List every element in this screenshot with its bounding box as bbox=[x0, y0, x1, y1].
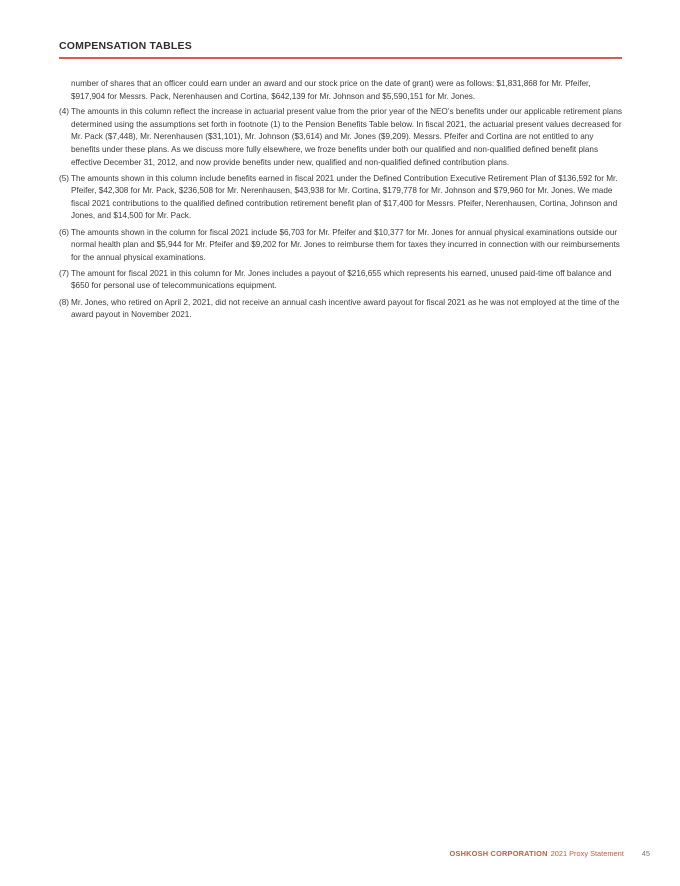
footnote-number: (4) bbox=[59, 107, 70, 117]
footnote-continuation: number of shares that an officer could earn under an award and our stock price on the date of grant) were as follows: $1,831,868 for Mr. Pfeifer, $917,904 for Messrs. Pack, Nerenhausen and Cortina, $642,139 for Mr. Johnson and $5,590,151 for Mr. Jones. bbox=[71, 79, 591, 101]
footnote-4 bbox=[59, 106, 622, 169]
page-header bbox=[59, 40, 622, 59]
footnote-number: (5) bbox=[59, 173, 70, 183]
footnote-7 bbox=[59, 268, 622, 293]
footnote-text: Mr. Jones, who retired on April 2, 2021, did not receive an annual cash incentive award payout for fiscal 2021 as he was not employed at the time of the award payout in November 2021. bbox=[71, 297, 620, 320]
footnote-text: The amounts shown in the column for fiscal 2021 include $6,703 for Mr. Pfeifer and $10,377 for Mr. Jones for annual physical examinations outside our normal health plan and $5,944 for Mr. Pfeifer and $9,202 for Mr. Jones to reimburse them for taxes they incurred in connection with our reimbursements for the annual physical examinations. bbox=[71, 227, 620, 262]
page-footer bbox=[450, 849, 650, 858]
footer-document-title: 2021 Proxy Statement bbox=[550, 849, 624, 858]
footnote-text: The amount for fiscal 2021 in this column for Mr. Jones includes a payout of $216,655 which represents his earned, unused paid-time off balance and $650 for personal use of telecommunications equipment. bbox=[71, 268, 612, 291]
section-title: COMPENSATION TABLES bbox=[59, 40, 192, 52]
footnote-number: (8) bbox=[59, 297, 70, 307]
footnote-text: The amounts in this column reflect the increase in actuarial present value from the prior year of the NEO’s benefits under our applicable retirement plans determined using the assumptions set forth in footnote (1) to the Pension Benefits Table below. In fiscal 2021, the actuarial present values decreased for Mr. Pack ($7,448), Mr. Nerenhausen ($31,101), Mr. Johnson ($3,614) and Mr. Jones ($9,209). Messrs. Pfeifer and Cortina are not entitled to any benefits under these plans. As we discuss more fully elsewhere, we froze benefits under both our qualified and non-qualified defined benefit plans effective December 31, 2012, and now provide benefits under new, qualified and non-qualified defined contribution plans. bbox=[71, 107, 622, 167]
footnote-5 bbox=[59, 173, 622, 223]
footer-company-name: OSHKOSH CORPORATION bbox=[449, 849, 548, 858]
footnote-8 bbox=[59, 297, 622, 322]
page-number: 45 bbox=[641, 849, 650, 858]
footnote-text: The amounts shown in this column include benefits earned in fiscal 2021 under the Defined Contribution Executive Retirement Plan of $136,592 for Mr. Pfeifer, $42,308 for Mr. Pack, $236,508 for Mr. Nerenhausen, $43,938 for Mr. Cortina, $179,778 for Mr. Johnson and $79,960 for Mr. Jones. We made fiscal 2021 contributions to the qualified defined contribution retirement benefit plan of $17,400 for Messrs. Pfeifer, Nerenhausen, Cortina, Johnson and Jones, and $14,500 for Mr. Pack. bbox=[71, 173, 618, 221]
footnotes-body bbox=[59, 78, 622, 325]
footnote-6 bbox=[59, 227, 622, 265]
header-divider bbox=[59, 57, 622, 59]
footnote-number: (6) bbox=[59, 227, 70, 237]
footnote-number: (7) bbox=[59, 268, 70, 278]
